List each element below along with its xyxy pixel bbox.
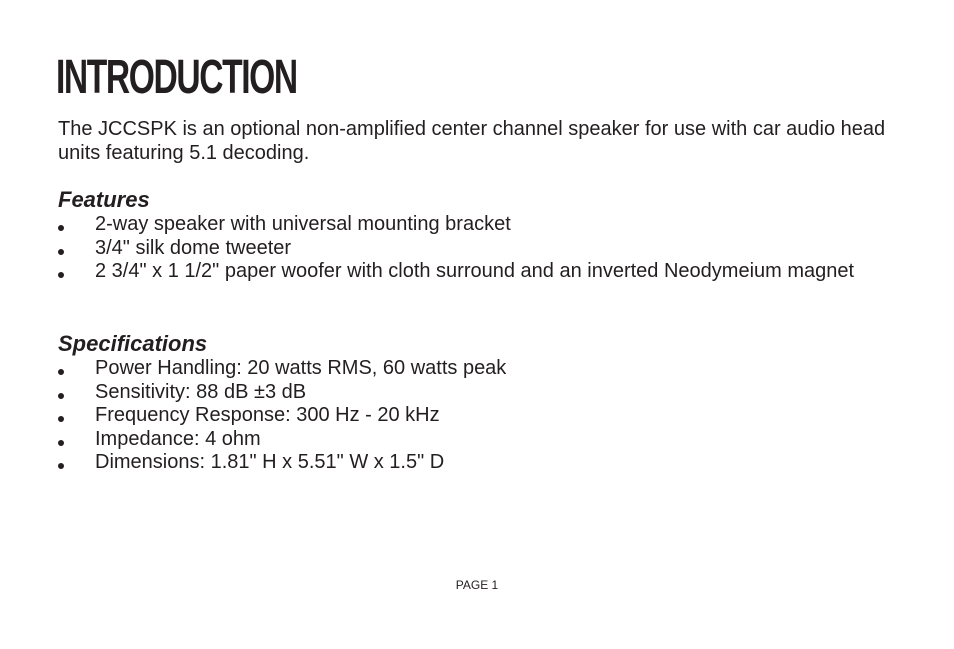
bullet-icon [58, 249, 64, 255]
specifications-heading: Specifications [58, 331, 208, 356]
spec-text: Power Handling: 20 watts RMS, 60 watts peak [95, 357, 507, 379]
intro-paragraph: The JCCSPK is an optional non-amplified center channel speaker for use with car audio head units featuring 5.1 decoding. [58, 118, 886, 164]
list-item [58, 357, 878, 381]
list-item [58, 260, 878, 284]
bullet-icon [58, 416, 64, 422]
page-number: PAGE 1 [455, 578, 499, 592]
bullet-icon [58, 225, 64, 231]
feature-text: 3/4" silk dome tweeter [95, 236, 292, 259]
features-list [58, 213, 878, 284]
feature-text: 2-way speaker with universal mounting bracket [95, 213, 511, 235]
list-item [58, 404, 878, 428]
spec-text: Dimensions: 1.81" H x 5.51" W x 1.5" D [95, 451, 445, 474]
list-item [58, 428, 878, 452]
page-title: INTRODUCTION [56, 51, 297, 104]
bullet-icon [58, 463, 64, 469]
bullet-icon [58, 393, 64, 399]
list-item [58, 451, 878, 475]
bullet-icon [58, 369, 64, 375]
spec-text: Impedance: 4 ohm [95, 427, 261, 450]
bullet-icon [58, 440, 64, 446]
specifications-list [58, 357, 878, 475]
features-heading: Features [58, 187, 150, 212]
spec-text: Sensitivity: 88 dB ±3 dB [95, 380, 307, 403]
bullet-icon [58, 272, 64, 278]
list-item [58, 237, 878, 261]
list-item [58, 381, 878, 405]
spec-text: Frequency Response: 300 Hz - 20 kHz [95, 404, 440, 427]
list-item [58, 213, 878, 237]
feature-text: 2 3/4" x 1 1/2" paper woofer with cloth surround and an inverted Neodymeium magnet [95, 260, 855, 283]
